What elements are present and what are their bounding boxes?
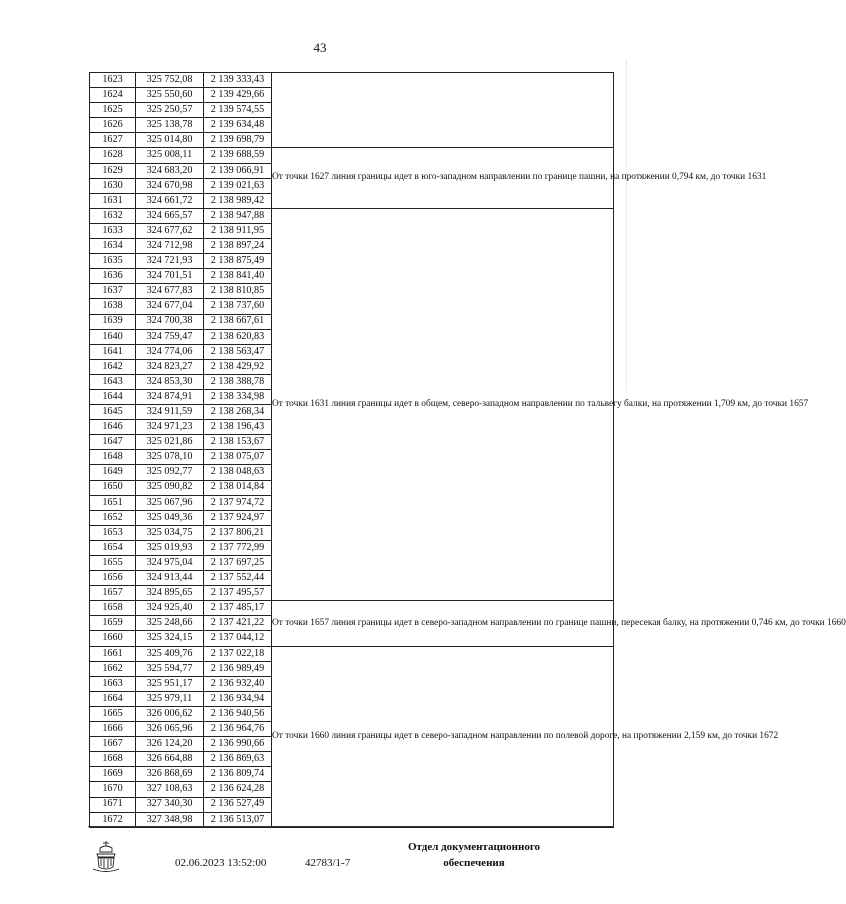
coordinate-x-cell: 325 752,08 (136, 73, 204, 88)
coordinate-x-cell: 324 721,93 (136, 254, 204, 269)
point-number-cell: 1658 (90, 601, 136, 616)
coordinate-x-cell: 325 594,77 (136, 661, 204, 676)
coordinate-x-cell: 324 971,23 (136, 420, 204, 435)
coordinate-y-cell: 2 137 495,57 (204, 586, 272, 601)
coordinate-y-cell: 2 138 875,49 (204, 254, 272, 269)
coordinate-x-cell: 325 021,86 (136, 435, 204, 450)
coordinate-y-cell: 2 138 153,67 (204, 435, 272, 450)
coordinate-y-cell: 2 139 021,63 (204, 178, 272, 193)
coordinate-x-cell: 324 911,59 (136, 405, 204, 420)
point-number-cell: 1646 (90, 420, 136, 435)
coordinate-y-cell: 2 138 196,43 (204, 420, 272, 435)
margin-binding-marks (626, 60, 631, 390)
point-number-cell: 1661 (90, 646, 136, 661)
coordinate-y-cell: 2 139 634,48 (204, 118, 272, 133)
point-number-cell: 1645 (90, 405, 136, 420)
coordinate-y-cell: 2 136 513,07 (204, 812, 272, 827)
coordinate-y-cell: 2 138 388,78 (204, 374, 272, 389)
coordinate-x-cell: 325 067,96 (136, 495, 204, 510)
coordinate-x-cell: 324 913,44 (136, 571, 204, 586)
point-number-cell: 1628 (90, 148, 136, 163)
coordinate-x-cell: 325 008,11 (136, 148, 204, 163)
coordinate-y-cell: 2 138 841,40 (204, 269, 272, 284)
point-number-cell: 1652 (90, 510, 136, 525)
stamp-timestamp: 02.06.2023 13:52:00 (175, 857, 267, 869)
coordinate-x-cell: 327 348,98 (136, 812, 204, 827)
coordinate-x-cell: 324 759,47 (136, 329, 204, 344)
point-number-cell: 1639 (90, 314, 136, 329)
point-number-cell: 1623 (90, 73, 136, 88)
coordinate-x-cell: 324 712,98 (136, 239, 204, 254)
coordinate-y-cell: 2 137 552,44 (204, 571, 272, 586)
coordinate-x-cell: 325 409,76 (136, 646, 204, 661)
coat-of-arms-icon (88, 838, 124, 874)
coordinate-y-cell: 2 138 897,24 (204, 239, 272, 254)
coordinate-y-cell: 2 136 934,94 (204, 691, 272, 706)
coordinate-x-cell: 324 677,04 (136, 299, 204, 314)
point-number-cell: 1649 (90, 465, 136, 480)
point-number-cell: 1668 (90, 752, 136, 767)
point-number-cell: 1632 (90, 208, 136, 223)
coordinate-x-cell: 324 874,91 (136, 389, 204, 404)
coordinate-x-cell: 325 034,75 (136, 525, 204, 540)
point-number-cell: 1664 (90, 691, 136, 706)
point-number-cell: 1642 (90, 359, 136, 374)
point-number-cell: 1641 (90, 344, 136, 359)
coordinate-x-cell: 324 677,83 (136, 284, 204, 299)
coordinate-y-cell: 2 136 932,40 (204, 676, 272, 691)
coordinate-y-cell: 2 136 940,56 (204, 706, 272, 721)
coordinate-y-cell: 2 138 737,60 (204, 299, 272, 314)
coordinate-y-cell: 2 136 869,63 (204, 752, 272, 767)
point-number-cell: 1643 (90, 374, 136, 389)
coordinate-x-cell: 324 925,40 (136, 601, 204, 616)
point-number-cell: 1655 (90, 556, 136, 571)
coordinate-x-cell: 326 664,88 (136, 752, 204, 767)
coordinate-y-cell: 2 136 624,28 (204, 782, 272, 797)
coordinate-x-cell: 327 340,30 (136, 797, 204, 812)
point-number-cell: 1647 (90, 435, 136, 450)
table-row (90, 148, 614, 163)
coordinate-x-cell: 326 006,62 (136, 706, 204, 721)
table-row (90, 601, 614, 616)
point-number-cell: 1627 (90, 133, 136, 148)
coordinate-x-cell: 326 124,20 (136, 737, 204, 752)
coordinate-x-cell: 324 661,72 (136, 193, 204, 208)
point-number-cell: 1650 (90, 480, 136, 495)
coordinates-table-wrapper (89, 72, 846, 828)
point-number-cell: 1672 (90, 812, 136, 827)
coordinate-x-cell: 325 014,80 (136, 133, 204, 148)
point-number-cell: 1633 (90, 223, 136, 238)
coordinate-y-cell: 2 136 527,49 (204, 797, 272, 812)
coordinate-y-cell: 2 139 698,79 (204, 133, 272, 148)
point-number-cell: 1637 (90, 284, 136, 299)
point-number-cell: 1671 (90, 797, 136, 812)
point-number-cell: 1638 (90, 299, 136, 314)
footer-rule (88, 826, 614, 827)
coordinate-y-cell: 2 139 066,91 (204, 163, 272, 178)
coordinate-y-cell: 2 138 947,88 (204, 208, 272, 223)
coordinate-x-cell: 325 049,36 (136, 510, 204, 525)
point-number-cell: 1663 (90, 676, 136, 691)
coordinate-y-cell: 2 138 429,92 (204, 359, 272, 374)
point-number-cell: 1670 (90, 782, 136, 797)
coordinate-y-cell: 2 138 014,84 (204, 480, 272, 495)
boundary-description-cell: От точки 1627 линия границы идет в юго-западном направлении по границе пашни, на протяжении 0,794 км, до точки 1631 (272, 148, 614, 208)
table-row (90, 73, 614, 88)
coordinates-table (89, 72, 846, 828)
coordinate-y-cell: 2 138 563,47 (204, 344, 272, 359)
point-number-cell: 1666 (90, 722, 136, 737)
coordinate-y-cell: 2 138 075,07 (204, 450, 272, 465)
boundary-description-cell: От точки 1660 линия границы идет в северо-западном направлении по полевой дороге, на протяжении 2,159 км, до точки 1672 (272, 646, 614, 827)
coordinate-x-cell: 325 324,15 (136, 631, 204, 646)
table-row (90, 646, 614, 661)
point-number-cell: 1653 (90, 525, 136, 540)
coordinate-x-cell: 324 823,27 (136, 359, 204, 374)
coordinate-x-cell: 324 670,98 (136, 178, 204, 193)
point-number-cell: 1631 (90, 193, 136, 208)
coordinate-y-cell: 2 137 022,18 (204, 646, 272, 661)
point-number-cell: 1651 (90, 495, 136, 510)
coordinate-x-cell: 325 092,77 (136, 465, 204, 480)
point-number-cell: 1660 (90, 631, 136, 646)
coordinates-table-body (90, 73, 846, 828)
table-row (90, 208, 614, 223)
coordinate-x-cell: 324 683,20 (136, 163, 204, 178)
coordinate-x-cell: 326 065,96 (136, 722, 204, 737)
department-name: Отдел документационного обеспечения (407, 841, 541, 869)
coordinate-y-cell: 2 136 809,74 (204, 767, 272, 782)
coordinate-y-cell: 2 137 924,97 (204, 510, 272, 525)
point-number-cell: 1669 (90, 767, 136, 782)
coordinate-x-cell: 325 019,93 (136, 540, 204, 555)
coordinate-y-cell: 2 136 964,76 (204, 722, 272, 737)
coordinate-y-cell: 2 138 048,63 (204, 465, 272, 480)
point-number-cell: 1644 (90, 389, 136, 404)
point-number-cell: 1654 (90, 540, 136, 555)
coordinate-x-cell: 324 677,62 (136, 223, 204, 238)
point-number-cell: 1657 (90, 586, 136, 601)
coordinate-y-cell: 2 139 688,59 (204, 148, 272, 163)
coordinate-y-cell: 2 137 806,21 (204, 525, 272, 540)
boundary-description-cell (272, 73, 614, 148)
point-number-cell: 1625 (90, 103, 136, 118)
coordinate-y-cell: 2 137 772,99 (204, 540, 272, 555)
coordinate-x-cell: 324 665,57 (136, 208, 204, 223)
coordinate-x-cell: 324 853,30 (136, 374, 204, 389)
point-number-cell: 1634 (90, 239, 136, 254)
point-number-cell: 1656 (90, 571, 136, 586)
point-number-cell: 1636 (90, 269, 136, 284)
point-number-cell: 1640 (90, 329, 136, 344)
coordinate-y-cell: 2 138 989,42 (204, 193, 272, 208)
page-number: 43 (313, 40, 327, 55)
coordinate-x-cell: 324 895,65 (136, 586, 204, 601)
coordinate-y-cell: 2 139 429,66 (204, 88, 272, 103)
coordinate-y-cell: 2 138 911,95 (204, 223, 272, 238)
coordinate-x-cell: 325 951,17 (136, 676, 204, 691)
coordinate-y-cell: 2 139 574,55 (204, 103, 272, 118)
point-number-cell: 1667 (90, 737, 136, 752)
coordinate-x-cell: 325 248,66 (136, 616, 204, 631)
coordinate-x-cell: 326 868,69 (136, 767, 204, 782)
stamp-document-number: 42783/1-7 (305, 857, 351, 869)
coordinate-y-cell: 2 137 485,17 (204, 601, 272, 616)
coordinate-y-cell: 2 137 697,25 (204, 556, 272, 571)
point-number-cell: 1635 (90, 254, 136, 269)
point-number-cell: 1629 (90, 163, 136, 178)
coordinate-y-cell: 2 136 989,49 (204, 661, 272, 676)
point-number-cell: 1624 (90, 88, 136, 103)
coordinate-x-cell: 325 250,57 (136, 103, 204, 118)
coordinate-x-cell: 325 138,78 (136, 118, 204, 133)
point-number-cell: 1665 (90, 706, 136, 721)
coordinate-x-cell: 324 975,04 (136, 556, 204, 571)
boundary-description-cell: От точки 1657 линия границы идет в северо-западном направлении по границе пашни, пересекая балку, на протяжении 0,746 км, до точки 1660 (272, 601, 614, 646)
coordinate-x-cell: 325 090,82 (136, 480, 204, 495)
boundary-description-cell: От точки 1631 линия границы идет в общем, северо-западном направлении по тальвегу балки, на протяжении 1,709 км, до точки 1657 (272, 208, 614, 600)
point-number-cell: 1630 (90, 178, 136, 193)
point-number-cell: 1648 (90, 450, 136, 465)
coordinate-y-cell: 2 136 990,66 (204, 737, 272, 752)
coordinate-y-cell: 2 138 268,34 (204, 405, 272, 420)
coordinate-x-cell: 327 108,63 (136, 782, 204, 797)
coordinate-y-cell: 2 138 620,83 (204, 329, 272, 344)
point-number-cell: 1626 (90, 118, 136, 133)
coordinate-y-cell: 2 138 667,61 (204, 314, 272, 329)
coordinate-y-cell: 2 139 333,43 (204, 73, 272, 88)
coordinate-x-cell: 324 774,06 (136, 344, 204, 359)
coordinate-x-cell: 325 550,60 (136, 88, 204, 103)
coordinate-x-cell: 324 700,38 (136, 314, 204, 329)
coordinate-y-cell: 2 137 421,22 (204, 616, 272, 631)
coordinate-x-cell: 324 701,51 (136, 269, 204, 284)
coordinate-x-cell: 325 979,11 (136, 691, 204, 706)
coordinate-y-cell: 2 138 334,98 (204, 389, 272, 404)
coordinate-y-cell: 2 137 044,12 (204, 631, 272, 646)
point-number-cell: 1659 (90, 616, 136, 631)
point-number-cell: 1662 (90, 661, 136, 676)
coordinate-y-cell: 2 138 810,85 (204, 284, 272, 299)
coordinate-y-cell: 2 137 974,72 (204, 495, 272, 510)
coordinate-x-cell: 325 078,10 (136, 450, 204, 465)
